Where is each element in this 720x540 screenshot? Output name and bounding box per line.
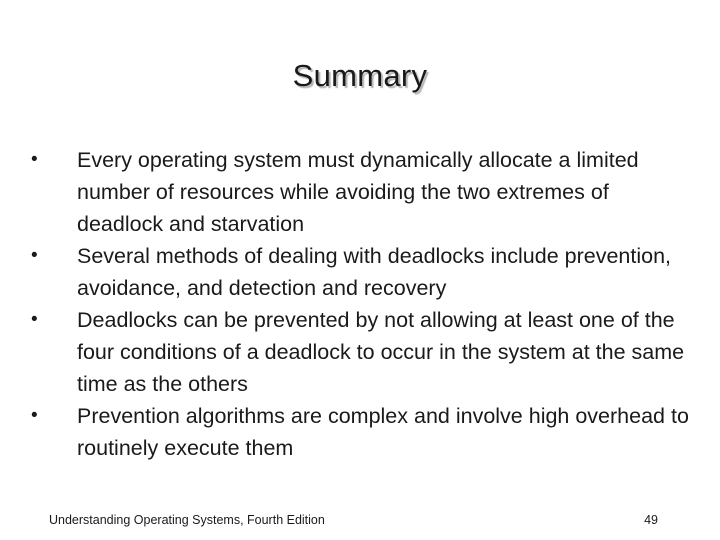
bullet-text: Several methods of dealing with deadlocks include prevention, avoidance, and detection and recovery [77, 244, 672, 300]
bullet-item [31, 400, 691, 464]
footer-book-title: Understanding Operating Systems, Fourth Edition [49, 513, 325, 527]
bullet-marker: • [31, 245, 38, 266]
bullet-item [31, 304, 691, 400]
bullet-marker: • [31, 309, 38, 330]
bullet-text: Every operating system must dynamically allocate a limited number of resources while avoiding the two extremes of deadlock and starvation [77, 148, 639, 236]
bullet-text: Deadlocks can be prevented by not allowing at least one of the four conditions of a deadlock to occur in the system at the same time as the others [77, 308, 685, 396]
bullet-item [31, 144, 691, 240]
bullet-marker: • [31, 149, 38, 170]
footer-page-number: 49 [644, 513, 658, 527]
slide-title-text: Summary [292, 58, 428, 93]
bullet-item [31, 240, 691, 304]
slide-title [0, 54, 720, 98]
bullet-marker: • [31, 405, 38, 426]
bullet-text: Prevention algorithms are complex and involve high overhead to routinely execute them [77, 404, 689, 460]
bullet-list [31, 144, 691, 464]
